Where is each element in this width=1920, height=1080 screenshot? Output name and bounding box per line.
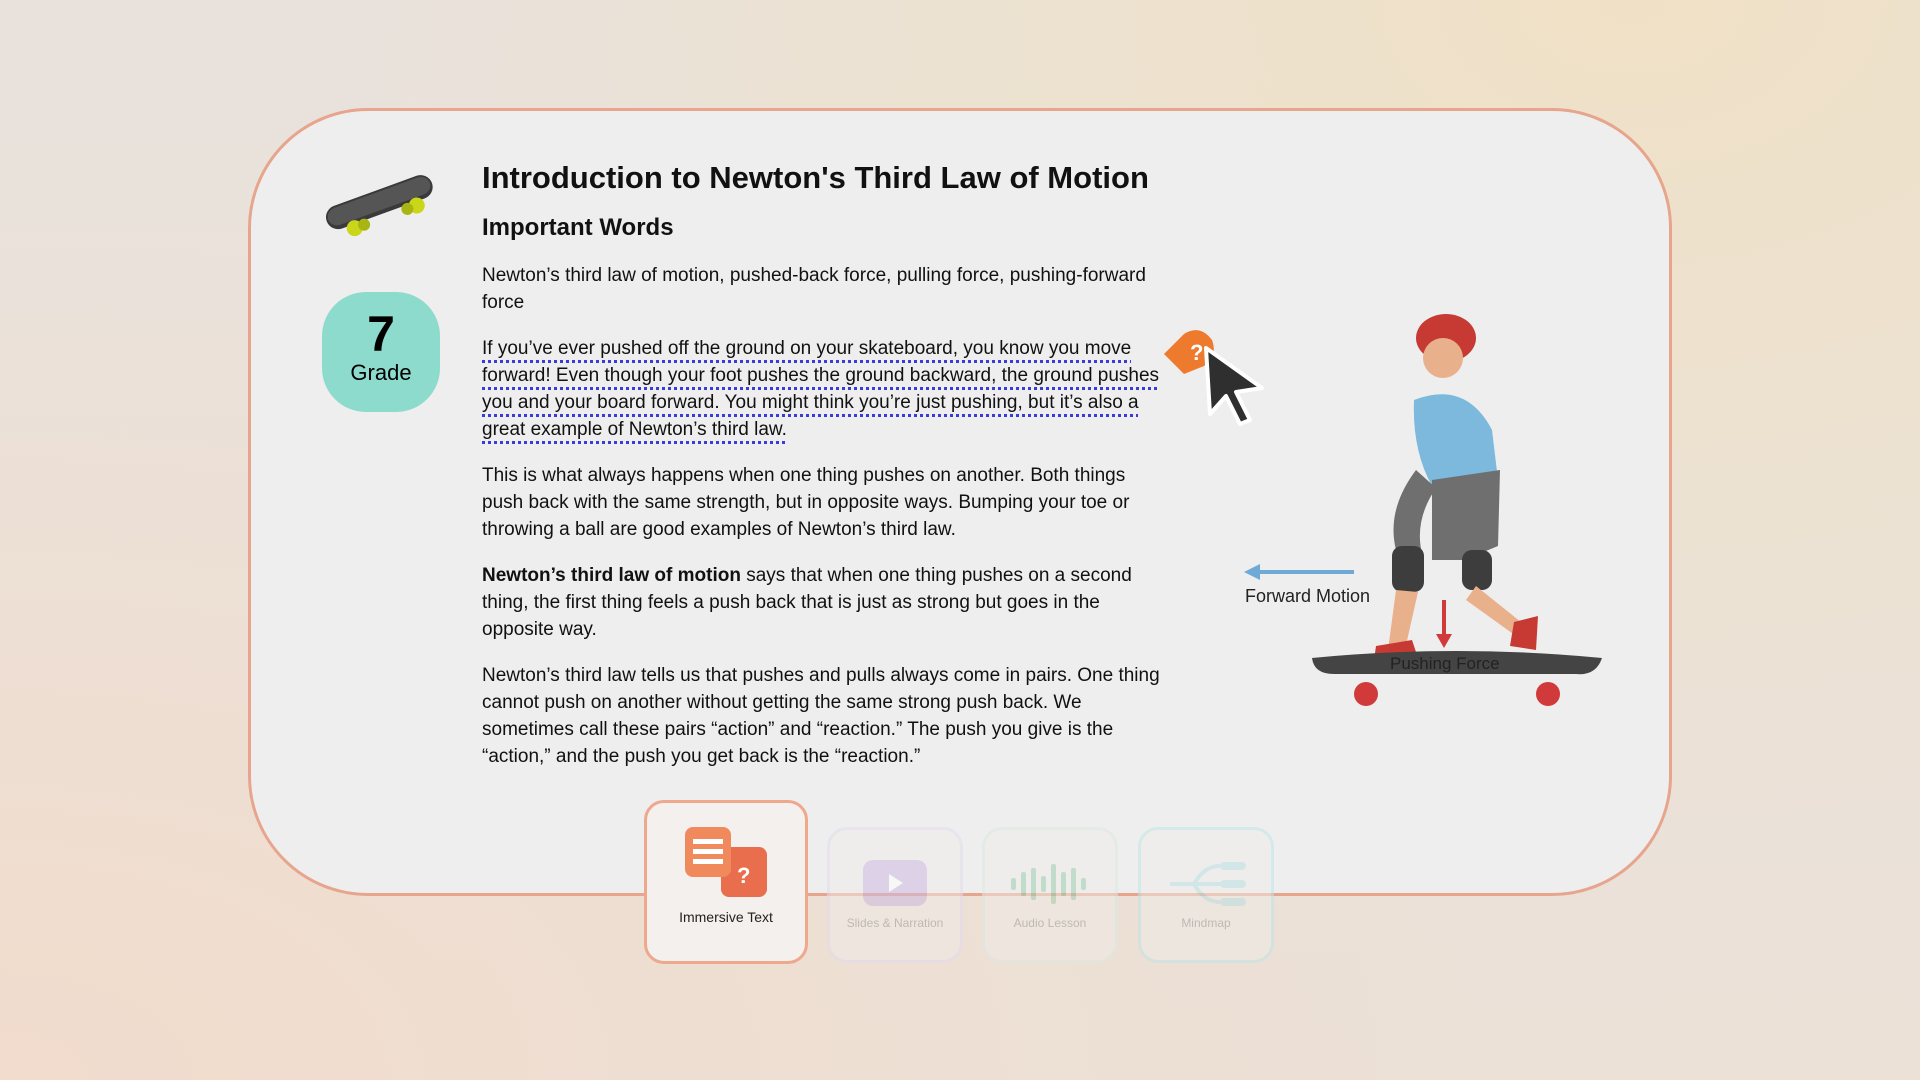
paragraph: This is what always happens when one thing pushes on another. Both things push back with the same strength, but in opposite ways. Bumping your toe or throwing a ball are good examples of Newton’s third law. <box>482 465 1130 540</box>
immersive-text-icon <box>681 825 771 901</box>
lesson-content <box>482 156 1162 789</box>
mindmap-icon <box>1164 858 1248 910</box>
tab-label: Mindmap <box>1181 916 1231 930</box>
skater-illustration <box>1236 310 1608 710</box>
tab-audio-lesson[interactable] <box>982 827 1118 963</box>
svg-text:?: ? <box>737 863 751 888</box>
lesson-title: Introduction to Newton's Third Law of Motion <box>482 160 1149 195</box>
grade-label: Grade <box>350 360 412 385</box>
waveform-icon <box>1009 864 1091 904</box>
paragraph: Newton’s third law tells us that pushes and pulls always come in pairs. One thing cannot push on another without getting the same strong push back. We sometimes call these pairs “action” and “reaction.” The push you give is the “action,” and the push you get back is the “reaction.” <box>482 665 1160 767</box>
bold-term: Newton’s third law of motion <box>482 565 741 586</box>
play-icon <box>863 860 927 906</box>
tab-mindmap[interactable] <box>1138 827 1274 963</box>
grade-number: 7 <box>367 306 395 362</box>
tab-label: Audio Lesson <box>1013 916 1087 930</box>
skateboard-icon <box>318 160 442 248</box>
help-symbol: ? <box>1190 340 1204 365</box>
tab-immersive-text[interactable] <box>644 800 808 964</box>
pushing-force-label: Pushing Force <box>1390 654 1500 673</box>
tab-label: Immersive Text <box>679 909 773 925</box>
paragraph-definition <box>482 562 1162 643</box>
lesson-subtitle: Important Words <box>482 214 674 241</box>
important-words: Newton’s third law of motion, pushed-back force, pulling force, pushing-forward force <box>482 265 1146 313</box>
tab-slides-narration[interactable] <box>827 827 963 963</box>
highlighted-paragraph[interactable]: If you’ve ever pushed off the ground on your skateboard, you know you move forward! Even though your foot pushes the ground backward, the ground pushes you and your board forward. You might think you’re just pushing, but it’s also a great example of Newton’s third law. <box>482 338 1160 440</box>
definition-text: says that when one thing pushes on a second thing, the first thing feels a push back that is just as strong but goes in the opposite way. <box>482 565 1132 640</box>
forward-arrow-icon <box>1244 562 1354 582</box>
tab-label: Slides & Narration <box>846 916 944 930</box>
forward-motion-label: Forward Motion <box>1245 586 1371 606</box>
grade-badge <box>322 292 440 412</box>
